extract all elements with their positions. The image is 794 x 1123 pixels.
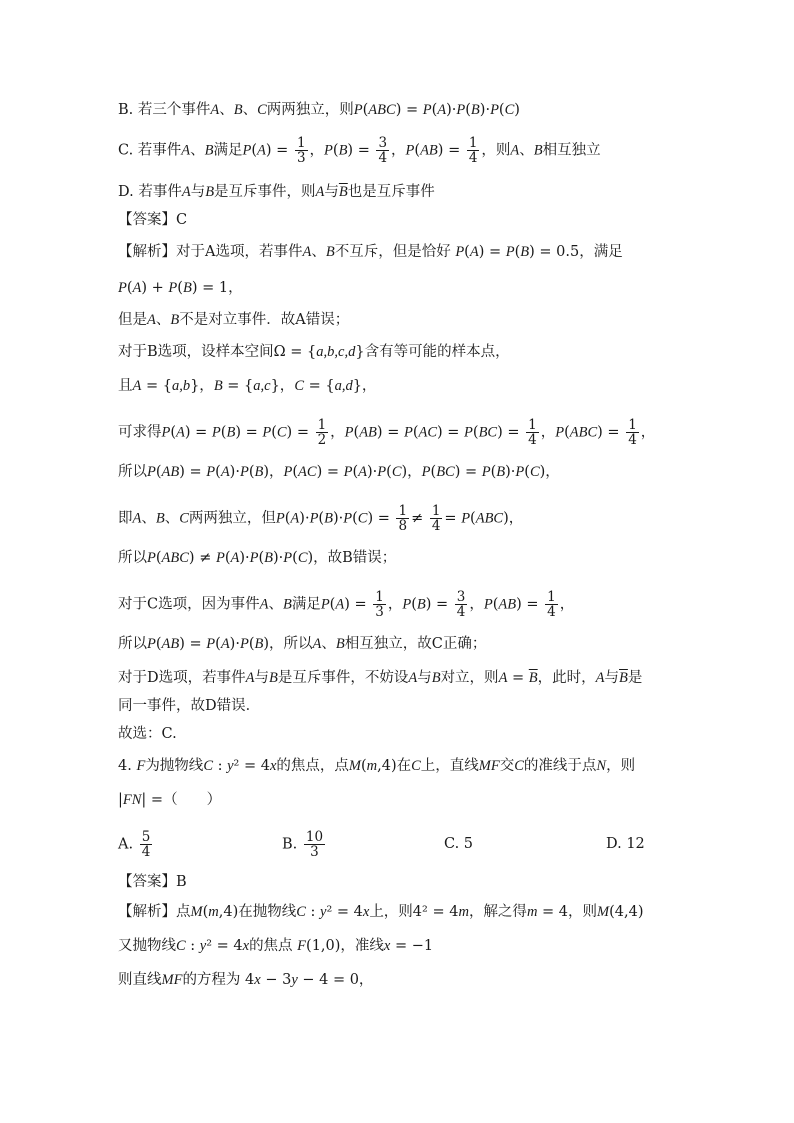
fraction: $\frac{1}{3}$: [375, 589, 384, 620]
fraction: $\frac{1}{2}$: [317, 417, 327, 448]
analysis-line: 所以P(AB) = P(A)·P(B)，所以A、B相互独立，故C正确；: [118, 636, 487, 652]
analysis-line: 则直线MF的方程为 4x − 3y − 4 = 0，: [118, 972, 374, 988]
analysis-line: 对于B选项，设样本空间Ω = {a,b,c,d}含有等可能的样本点，: [118, 344, 510, 360]
fraction: $\frac{1}{4}$: [628, 417, 637, 448]
choice-c: C. 5: [444, 836, 474, 852]
analysis-line: 【解析】对于A选项，若事件A、B不互斥，但是恰好 P(A) = P(B) = 0.5，满足: [118, 244, 623, 260]
fraction: $\frac{1}{4}$: [431, 503, 441, 534]
analysis-line: 又抛物线C : y² = 4x的焦点 F(1,0)，准线x = −1: [118, 938, 434, 954]
choice-a: A. $\frac{5}{4}$: [118, 829, 151, 860]
answer-label: 【答案】C: [118, 212, 188, 228]
question-4: 4. F为抛物线C : y² = 4x的焦点，点M(m,4)在C上，直线MF交C的准线于点N，则: [118, 758, 636, 774]
answer-label: 【答案】B: [118, 874, 187, 890]
analysis-line: 所以P(AB) = P(A)·P(B)，P(AC) = P(A)·P(C)，P(BC) = P(B)·P(C)，: [118, 464, 560, 480]
fraction: $\frac{1}{8}$: [398, 503, 408, 534]
fraction: $\frac{3}{4}$: [456, 589, 466, 620]
analysis-line: 即A、B、C两两独立，但P(A)·P(B)·P(C) = $\frac{1}{8}$ ≠ $\frac{1}{4}$ = P(ABC)，: [118, 503, 524, 534]
fraction: $\frac{5}{4}$: [141, 829, 151, 860]
fraction: $\frac{1}{4}$: [547, 589, 556, 620]
fraction: $\frac{3}{4}$: [378, 135, 388, 166]
fraction: $\frac{1}{4}$: [528, 417, 537, 448]
analysis-line: 对于C选项，因为事件A、B满足P(A) = $\frac{1}{3}$ ，P(B) = $\frac{3}{4}$ ，P(AB) = $\frac{1}{4}$ ，: [118, 589, 575, 620]
analysis-line: 可求得P(A) = P(B) = P(C) = $\frac{1}{2}$ ，P(AB) = P(AC) = P(BC) = $\frac{1}{4}$ ，P(ABC) = $\frac{1}{4}$ ，: [118, 417, 656, 448]
analysis-line: 且A = {a,b}，B = {a,c}，C = {a,d}，: [118, 378, 377, 394]
option-c-statement: C. 若事件A、B满足P(A) = $\frac{1}{3}$ ，P(B) = $\frac{3}{4}$ ，P(AB) = $\frac{1}{4}$ ，则A、B相互独立: [118, 135, 601, 166]
analysis-line: 但是A、B不是对立事件．故A错误；: [118, 312, 350, 328]
analysis-line: 同一事件，故D错误．: [118, 698, 261, 714]
analysis-line: 所以P(ABC) ≠ P(A)·P(B)·P(C)，故B错误；: [118, 550, 397, 566]
fraction: $\frac{1}{4}$: [468, 135, 478, 166]
fraction: $\frac{1}{3}$: [296, 135, 306, 166]
analysis-line: 【解析】点M(m,4)在抛物线C : y² = 4x上，则4² = 4m，解之得m = 4，则M(4,4): [118, 904, 644, 920]
choice-d: D. 12: [606, 836, 645, 852]
final-choice: 故选：C.: [118, 726, 177, 742]
analysis-line: 对于D选项，若事件A与B是互斥事件，不妨设A与B对立，则$A = \overline{B}$，此时，A与$\overline{B}$是: [118, 670, 643, 686]
option-b-statement: B. 若三个事件A、B、C两两独立，则P(ABC) = P(A)·P(B)·P(C): [118, 102, 520, 118]
analysis-line: P(A) + P(B) = 1，: [118, 280, 243, 296]
fraction: $\frac{10}{3}$: [305, 829, 324, 860]
question-4-blank: |FN| =（ ）: [118, 792, 222, 808]
option-d-statement: D. 若事件A与B是互斥事件，则A与$\overline{B}$也是互斥事件: [118, 184, 435, 200]
choice-b: B. $\frac{10}{3}$: [282, 829, 324, 860]
